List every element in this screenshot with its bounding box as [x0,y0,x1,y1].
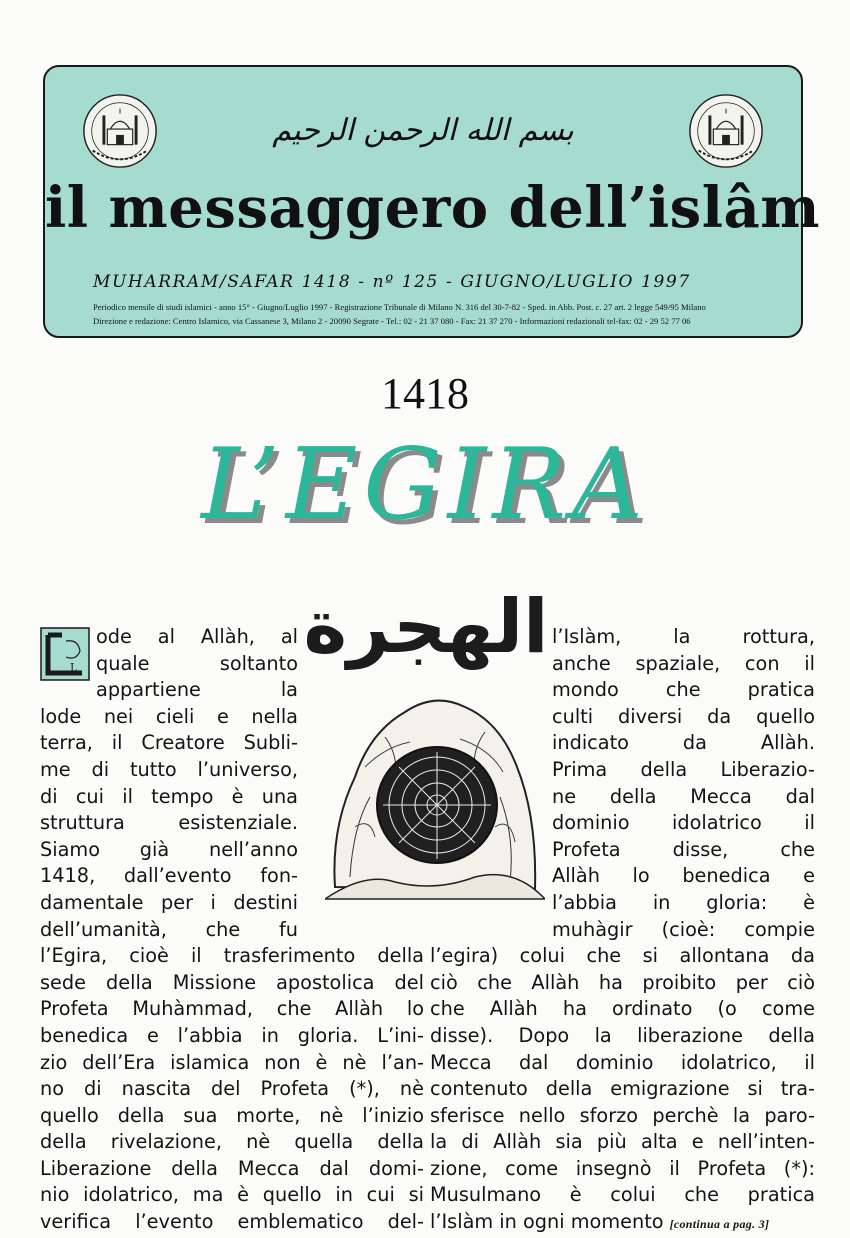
text-line: l’abbia in gloria: è [552,890,815,914]
text-line: culti diversi da quello [552,704,815,728]
text-line: Allàh lo benedica e [552,864,815,888]
text-line: che Allàh ha ordinato (o come [430,997,815,1021]
text-line: quale soltanto [96,651,298,675]
text-line: nio idolatrico, ma è quello in cui si [40,1183,424,1207]
text-line: benedica e l’abbia in gloria. L’ini- [40,1023,424,1047]
text-line: l’Egira, cioè il trasferimento della [40,944,424,968]
text-line: Musulmano è colui che pratica [430,1183,815,1207]
text-line: appartiene la [96,678,298,702]
text-line: l’Islàm in ogni momento [430,1210,664,1234]
masthead [43,65,820,338]
text-line: Prima della Liberazio- [552,757,815,781]
text-line: terra, il Creatore Subli- [40,731,298,755]
text-line: ne della Mecca dal [552,784,815,808]
text-line: ode al Allàh, al [96,625,298,648]
text-line: sede della Missione apostolica del [40,970,424,994]
article-left-column [40,624,424,1236]
bismillah: بسم الله الرحمن الرحيم [272,113,574,148]
text-line: dominio idolatrico il [552,811,815,835]
text-line-final [430,1209,815,1236]
text-line: zione, come insegnò il Profeta (*): [430,1156,815,1180]
svg-text:L: L [70,661,78,674]
text-line: dell’umanità, che fu [40,917,298,941]
text-line: anche spaziale, con il [552,651,815,675]
text-line: Mecca dal dominio idolatrico, il [430,1050,815,1074]
text-line: la di Allàh sia più alta e nell’inten- [430,1130,815,1154]
text-line: me di tutto l’universo, [40,757,298,781]
issue-line: MUHARRAM/SAFAR 1418 - nº 125 - GIUGNO/LUGLIO 1997 [93,272,691,292]
text-line: zio dell’Era islamica non è nè l’an- [40,1050,424,1074]
continued-on-page-note: [continua a pag. 3] [669,1217,770,1232]
newspaper-title: il messaggero dell’islâm [45,175,820,241]
text-line: sferisce nello sforzo perchè la paro- [430,1103,815,1127]
text-line: Profeta disse, che [552,837,815,861]
editorial-contacts: Direzione e redazione: Centro Islamico, via Cassanese 3, Milano 2 - 20090 Segrate - Tel.: 02 - 21 37 080 - Fax: 21 37 270 - Informazioni redazionali tel-fax: 02 - 29 52 77 06 [93,316,691,326]
text-line: indicato da Allàh. [552,731,815,755]
text-line: muhàgir (cioè: compie [552,917,815,941]
hijri-year: 1418 [381,369,469,418]
arabic-calligraphy-title: الهجرة [303,584,549,670]
text-line: damentale per i destini [40,890,298,914]
article-right-column [430,624,815,1236]
text-line: disse). Dopo la liberazione della [430,1023,815,1047]
text-line: di cui il tempo è una [40,784,298,808]
text-line: lode nei cieli e nella [40,704,298,728]
text-line: l’Islàm, la rottura, [552,625,815,648]
text-line: ciò che Allàh ha proibito per ciò [430,970,815,994]
publication-info: Periodico mensile di studi islamici - anno 15° - Giugno/Luglio 1997 - Registrazione Tribunale di Milano N. 316 del 30-7-82 - Sped. in Abb. Post. c. 27 art. 2 legge 549/95 Milano [93,302,706,312]
text-line: no di nascita del Profeta (*), nè [40,1077,424,1101]
text-line: Liberazione della Mecca dal domi- [40,1156,424,1180]
text-line: Siamo già nell’anno [40,837,298,861]
text-line: verifica l’evento emblematico del- [40,1210,424,1234]
text-line: contenuto della emigrazione si tra- [430,1077,815,1101]
text-line: struttura esistenziale. [40,811,298,835]
text-line: mondo che pratica [552,678,815,702]
text-line: Profeta Muhàmmad, che Allàh lo [40,997,424,1021]
text-line: l’egira) colui che si allontana da [430,944,815,968]
text-line: della rivelazione, nè quella della [40,1130,424,1154]
headline-title: L’EGIRA [201,428,649,542]
text-line: quello della sua morte, nè l’inizio [40,1103,424,1127]
text-line: 1418, dall’evento fon- [40,864,298,888]
